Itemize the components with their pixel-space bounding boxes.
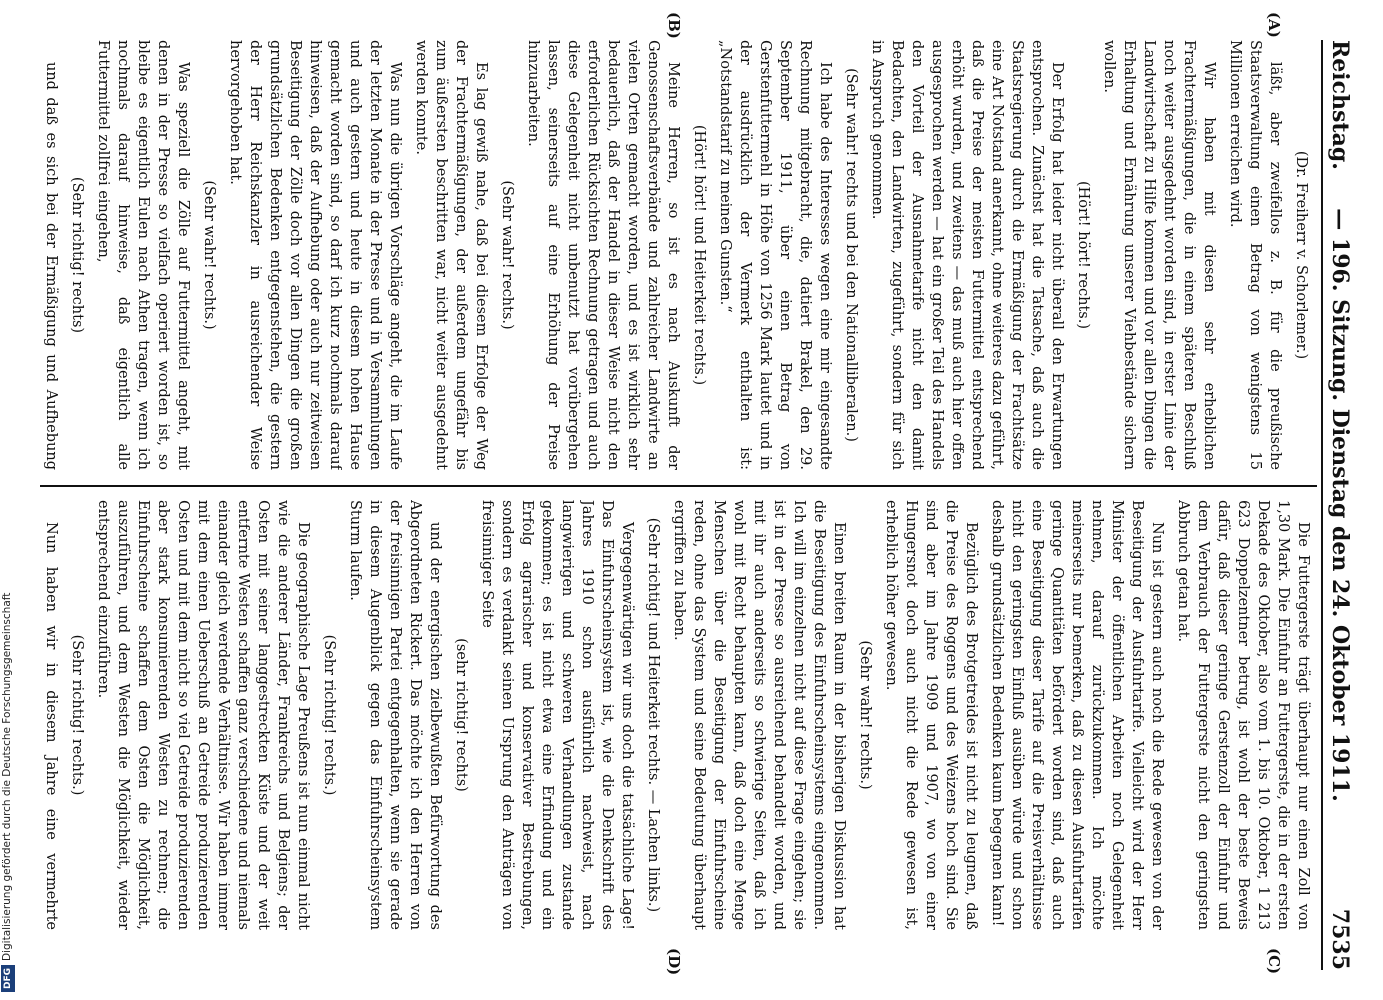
header-left: Reichstag. <box>1327 40 1353 170</box>
margin-marker-d: (D) <box>665 948 683 976</box>
footer <box>0 0 14 1000</box>
interjection: (Dr. Freiherr v. Schorlemer.) <box>1293 150 1309 360</box>
left-column <box>40 40 1313 470</box>
footer-strip <box>0 0 14 1000</box>
paragraph: Der Erfolg hat leider nicht überall den Erwartungen entsprochen. Zunächst hat die Tatsache, daß auch die Staatsregierung durch die Ermäßigung der Frachtsätze eine Art Notstand anerkannt, ohne weiteres dazu geführt, daß die Preise der meisten Futtermittel entsprechend erhöht wurden, und zweitens — das muß auch hier offen ausgesprochen werden — hat ein großer Teil des Handels den Vorteil der Ausnahmetarife nicht den damit Bedachten, den Landwirten, zugeführt, sondern für sich in Anspruch genommen. <box>869 40 1065 470</box>
paragraph: und daß es sich bei der Ermäßigung und Aufhebung <box>43 62 59 470</box>
interjection: (Sehr wahr! rechts.) <box>857 640 873 790</box>
interjection: (Sehr wahr! rechts und bei den Nationalliberalen.) <box>843 68 859 442</box>
paragraph: Die Futtergerste trägt überhaupt nur einen Zoll von 1,30 Mark. Die Einfuhr an Futtergerste, die in der ersten Dekade des Oktober, also vom 1. bis 10. Oktober, 1 213 623 Doppelzentner betrug, ist wohl der beste Beweis dafür, daß dieser geringe Gerstenzoll der Einfuhr und dem Verbrauch der Futtergerste nicht den geringsten Abbruch getan hat. <box>1175 500 1311 930</box>
interjection: (sehr richtig! rechts) <box>453 638 469 792</box>
margin-marker-a: (A) <box>1265 12 1283 38</box>
paragraph: Die geographische Lage Preußens ist nun einmal nicht wie die anderer Länder, Frankreichs und Belgiens; der Osten mit seiner langgestreckten Küste und der weit entfernte Westen schaffen ganz verschiedene und niemals einander gleich werdende Verhältnisse. Wir haben immer mit dem einen Ueberschuß an Getreide produzierenden Osten und mit dem nicht so viel Getreide produzierenden aber stark konsumierenden Westen zu rechnen; die Einfuhrscheine schaffen dem Osten die Möglichkeit, auszuführen, und dem Westen die Möglichkeit, wieder entsprechend einzuführen. <box>95 500 311 930</box>
footer-text: Digitalisierung gefördert durch die Deutsche Forschungsgemeinschaft <box>1 592 13 961</box>
right-column <box>40 500 1313 930</box>
interjection: (Hört! hört! rechts.) <box>1075 181 1091 329</box>
paragraph: Es lag gewiß nahe, daß bei diesem Erfolge der Weg der Frachtermäßigungen, der außerdem ungefähr bis zum äußersten beschritten war, nicht weiter ausgedehnt werden konnte. <box>413 40 489 470</box>
interjection: (Sehr richtig! und Heiterkeit rechts. — Lachen links.) <box>645 517 661 913</box>
dfg-logo: DFG <box>1 965 15 992</box>
paragraph: Nun ist gestern auch noch die Rede gewesen von der Beseitigung der Ausfuhrtarife. Vielleicht wird der Herr Minister der öffentlichen Arbeiten noch Gelegenheit nehmen, darauf zurückzukommen. Ich möchte meinerseits nur bemerken, daß zu diesen Ausfuhrtarifen geringe Quantitäten befördert worden sind, daß auch eine Beseitigung dieser Tarife auf die Preisverhältnisse nicht den geringsten Einfluß ausüben würde und schon deshalb grundsätzlichen Bedenken kaum begegnen kann! <box>989 500 1165 930</box>
page-number: 7535 <box>1327 908 1353 970</box>
paragraph: Was speziell die Zölle auf Futtermittel angeht, mit denen in der Presse so vielfach operiert worden ist, so bleibe es eigentlich Eulen nach Athen tragen, wenn ich nochmals darauf hinweise, daß eigentlich alle Futtermittel zollfrei eingehen, <box>95 40 191 470</box>
paragraph: Ich habe des Interesses wegen eine mir eingesandte Rechnung mitgebracht, die, datiert Brakel, den 29. September 1911, über einen Betrag von Gerstenfuttermehl in Höhe von 1256 Mark lautet und in der ausdrücklich der Vermerk enthalten ist: „Notstandstarif zu meinen Gunsten.“ <box>717 40 833 470</box>
margin-marker-c: (C) <box>1265 948 1283 975</box>
paragraph: läßt, aber zweifellos z. B. für die preußische Staatsverwaltung einen Betrag von wenigstens 15 Millionen erreichen wird. <box>1227 40 1283 470</box>
interjection: (Sehr wahr! rechts.) <box>499 180 515 330</box>
interjection: (Sehr richtig! rechts) <box>69 176 85 334</box>
paragraph: Meine Herren, so ist es nach Auskunft der Genossenschaftsverbände und zahlreicher Landwirte an vielen Orten gemacht worden, und es ist wirklich sehr bedauerlich, daß der Handel in dieser Weise nicht den erforderlichen Rücksichten Rechnung getragen und auch diese Gelegenheit nicht unbenutzt hat vorübergehen lassen, seinerseits auf eine Erhöhung der Preise hinzuarbeiten. <box>525 40 681 470</box>
paragraph: Bezüglich des Brotgetreides ist nicht zu leugnen, daß die Preise des Roggens und des Weizens hoch sind. Sie sind aber im Jahre 1909 und 1907, wo von einer Hungersnot doch auch nicht die Rede gewesen ist, erheblich höher gewesen. <box>883 500 979 930</box>
interjection: (Hört! hört! und Heiterkeit rechts.) <box>691 124 707 386</box>
paragraph: Nun haben wir in diesem Jahre eine vermehrte <box>43 522 59 930</box>
interjection: (Sehr richtig! rechts.) <box>69 634 85 796</box>
page-header <box>1321 40 1357 970</box>
margin-marker-b: (B) <box>665 12 683 39</box>
interjection: (Sehr richtig! rechts.) <box>321 634 337 796</box>
paragraph: Wir haben mit diesen sehr erheblichen Frachtermäßigungen, die in einem späteren Beschluß noch weiter ausgedehnt worden sind, in erster Linie der Landwirtschaft zu Hilfe kommen und vor allen Dingen die Erhaltung und Ernährung unserer Viehbestände sichern wollen. <box>1101 40 1217 470</box>
header-title: — 196. Sitzung. Dienstag den 24. Oktober 1911. <box>1327 208 1353 802</box>
paragraph: Was nun die übrigen Vorschläge angeht, die im Laufe der letzten Monate in der Presse und in Versammlungen und auch gestern und heute in diesem hohen Hause gemacht worden sind, so darf ich kurz nochmals darauf hinweisen, daß der Aufhebung oder auch nur zeitweisen Beseitigung der Zölle doch vor allen Dingen die großen grundsätzlichen Bedenken entgegenstehen, die gestern der Herr Reichskanzler in ausreichender Weise hervorgehoben hat. <box>227 40 403 470</box>
paragraph: Einen breiten Raum in der bisherigen Diskussion hat die Beseitigung des Einfuhrscheinsystems eingenommen. Ich will im einzelnen nicht auf diese Frage eingehen; sie ist in der Presse so ausreichend behandelt worden, und mit ihr auch anderseits so schwierige Seiten, daß ich wohl mit Recht behaupten kann, daß doch eine Menge Menschen über die Beseitigung der Einfuhrscheine reden, ohne das System und seine Bedeutung überhaupt ergriffen zu haben. <box>671 500 847 930</box>
column-divider <box>40 485 1317 487</box>
paragraph: und der energischen zielbewußten Befürwortung des Abgeordneten Rickert. Das möchte ich den Herren von der freisinnigen Partei entgegenhalten, wenn sie gerade in diesem Augenblick gegen das Einfuhrscheinsystem Sturm laufen. <box>347 500 443 930</box>
paragraph: Vergegenwärtigen wir uns doch die tatsächliche Lage! Das Einfuhrscheinsystem ist, wie die Denkschrift des Jahres 1910 schon ausführlich nachweist, nach langwierigen und schweren Verhandlungen zustande gekommen; es ist nicht etwa eine Erfindung und ein Erfolg agrarischer und konservativer Bestrebungen, sondern es verdankt seinen Ursprung den Anträgen von freisinniger Seite <box>479 500 635 930</box>
interjection: (Sehr wahr! rechts.) <box>201 180 217 330</box>
